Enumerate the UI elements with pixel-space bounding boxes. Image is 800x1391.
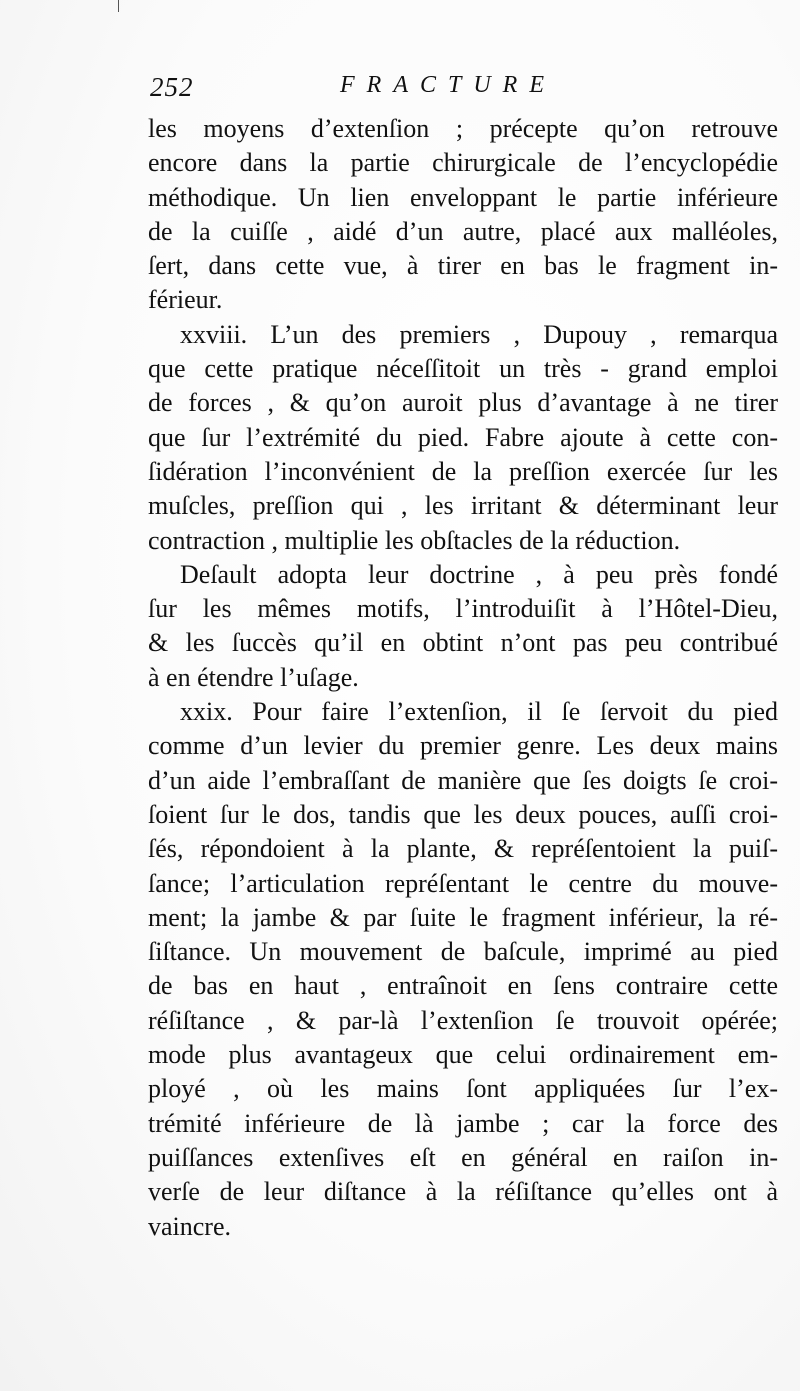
text-line: ſoient ſur le dos, tandis que les deux pouces, auſſi croi-	[148, 799, 778, 829]
text-line: ſidération l’inconvénient de la preſſion exercée ſur les	[148, 456, 778, 486]
text-line: mode plus avantageux que celui ordinairement em-	[148, 1040, 778, 1070]
body-text	[148, 112, 778, 1244]
text-line: de forces , & qu’on auroit plus d’avantage à ne tirer	[148, 388, 778, 418]
text-line: ſert, dans cette vue, à tirer en bas le fragment in-	[148, 251, 778, 281]
text-line: Deſault adopta leur doctrine , à peu près fondé	[180, 559, 778, 589]
text-line: de bas en haut , entraînoit en ſens contraire cette	[148, 971, 778, 1001]
text-line: trémité inférieure de là jambe ; car la force des	[148, 1108, 778, 1138]
text-line: ment; la jambe & par ſuite le fragment inférieur, la ré-	[148, 902, 778, 932]
text-line: contraction , multiplie les obſtacles de la réduction.	[148, 525, 681, 555]
page-number: 252	[150, 72, 194, 102]
page-edge-mark	[118, 0, 119, 12]
text-line: réſiſtance , & par-là l’extenſion ſe trouvoit opérée;	[148, 1005, 778, 1035]
text-line: comme d’un levier du premier genre. Les deux mains	[148, 731, 778, 761]
text-line: férieur.	[148, 285, 223, 315]
running-head	[150, 72, 780, 106]
text-line: puiſſances extenſives eſt en général en raiſon in-	[148, 1142, 778, 1172]
text-line: méthodique. Un lien enveloppant le partie inférieure	[148, 182, 778, 212]
text-line: d’un aide l’embraſſant de manière que ſes doigts ſe croi-	[148, 765, 778, 795]
text-line: de la cuiſſe , aidé d’un autre, placé aux malléoles,	[148, 216, 778, 246]
text-line: ſance; l’articulation repréſentant le centre du mouve-	[148, 868, 778, 898]
text-line: encore dans la partie chirurgicale de l’encyclopédie	[148, 148, 778, 178]
running-title: FRACTURE	[340, 72, 556, 98]
text-line: verſe de leur diſtance à la réſiſtance qu’elles ont à	[148, 1177, 778, 1207]
text-line: ſiſtance. Un mouvement de baſcule, imprimé au pied	[148, 937, 778, 967]
text-line: xxix. Pour faire l’extenſion, il ſe ſervoit du pied	[180, 697, 778, 727]
text-line: les moyens d’extenſion ; précepte qu’on retrouve	[148, 114, 778, 143]
text-line: que ſur l’extrémité du pied. Fabre ajoute à cette con-	[148, 422, 778, 452]
text-line: muſcles, preſſion qui , les irritant & déterminant leur	[148, 491, 778, 521]
text-line: que cette pratique néceſſitoit un très - grand emploi	[148, 354, 778, 384]
text-line: ſés, répondoient à la plante, & repréſentoient la puiſ-	[148, 834, 778, 864]
text-line: ployé , où les mains ſont appliquées ſur l’ex-	[148, 1074, 778, 1104]
text-line: ſur les mêmes motifs, l’introduiſit à l’Hôtel-Dieu,	[148, 594, 778, 624]
text-line: vaincre.	[148, 1211, 232, 1241]
text-line: & les ſuccès qu’il en obtint n’ont pas peu contribué	[148, 628, 778, 658]
text-line: xxviii. L’un des premiers , Dupouy , remarqua	[180, 319, 778, 349]
text-line: à en étendre l’uſage.	[148, 662, 359, 692]
